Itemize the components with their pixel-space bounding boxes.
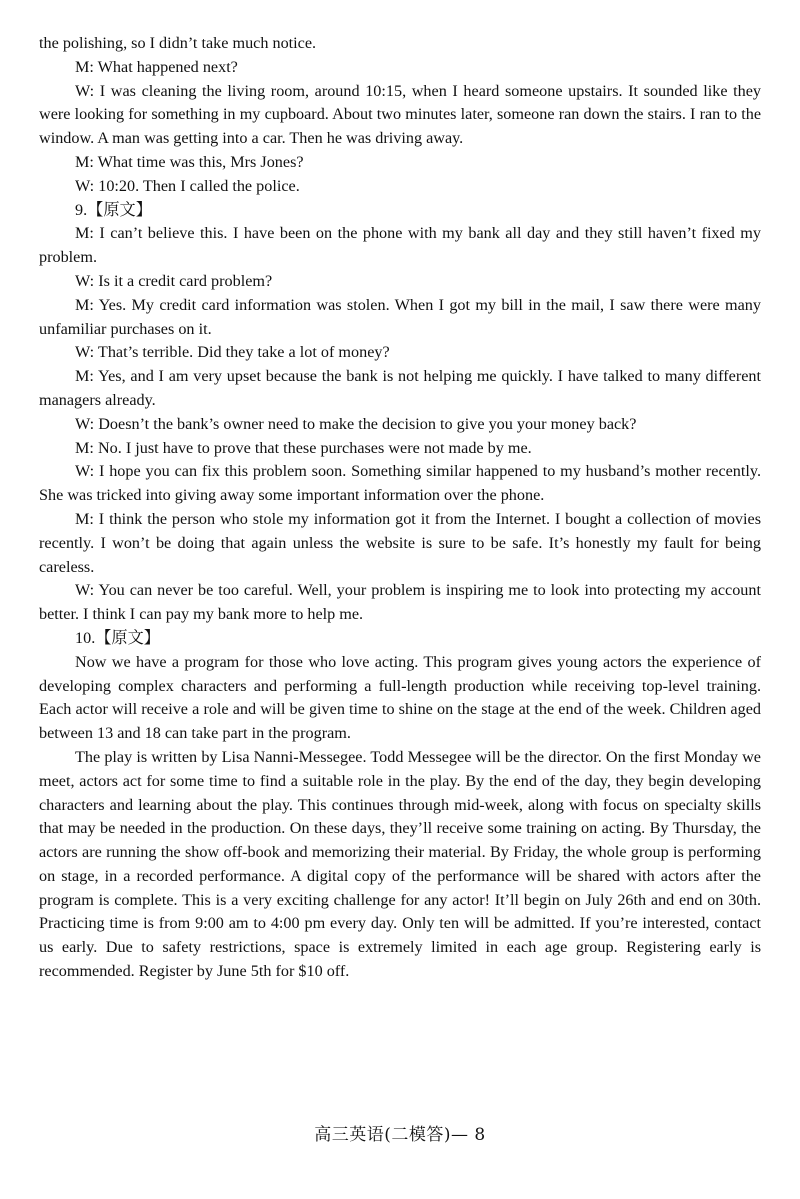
dialogue-line: W: 10:20. Then I called the police. — [75, 176, 300, 195]
section-heading-9: 9.【原文】 — [75, 200, 152, 219]
dialogue-line: W: That’s terrible. Did they take a lot of money? — [75, 343, 390, 362]
dialogue-line: M: Yes, and I am very upset because the bank is not helping me quickly. I have talked to many different managers already. — [39, 367, 761, 409]
dialogue-line: M: No. I just have to prove that these purchases were not made by me. — [75, 438, 532, 457]
monologue-paragraph: Now we have a program for those who love acting. This program gives young actors the experience of developing complex characters and performing a full-length production while receiving top-level training. Each actor will receive a role and will be given time to shine on the stage at the end of the week. Children aged between 13 and 18 can take part in the program. — [39, 652, 761, 743]
dialogue-line: M: Yes. My credit card information was stolen. When I got my bill in the mail, I saw there were many unfamiliar purchases on it. — [39, 295, 761, 338]
dialogue-line: M: What happened next? — [75, 57, 238, 76]
paragraph-continuation: the polishing, so I didn’t take much notice. — [39, 34, 317, 52]
dialogue-line: M: What time was this, Mrs Jones? — [75, 152, 304, 171]
monologue-paragraph: The play is written by Lisa Nanni-Messegee. Todd Messegee will be the director. On the first Monday we meet, actors act for some time to find a suitable role in the play. By the end of the day, they begin developing characters and learning about the play. This continues through mid-week, along with focus on specialty skills that may be needed in the production. On these days, they’ll receive some training on acting. By Thursday, the actors are running the show off-book and memorizing their material. By Friday, the whole group is performing on stage, in a recorded performance. A digital copy of the performance will be shared with actors after the program is complete. This is a very exciting challenge for any actor! It’ll begin on July 26th and end on 30th. Practicing time is from 9:00 am to 4:00 pm every day. Only ten will be admitted. If you’re interested, contact us early. Due to safety restrictions, space is extremely limited in each age group. Registering early is recommended. Register by June 5th for $10 off. — [39, 747, 761, 981]
dialogue-line: W: Doesn’t the bank’s owner need to make the decision to give you your money back? — [75, 414, 637, 433]
dialogue-line: W: I was cleaning the living room, around 10:15, when I heard someone upstairs. It sounded like they were looking for something in my cupboard. About two minutes later, someone ran down the stairs. I ran to the window. A man was getting into a car. Then he was driving away. — [39, 81, 761, 148]
dialogue-line: W: You can never be too careful. Well, your problem is inspiring me to look into protecting my account better. I think I can pay my bank more to help me. — [39, 581, 761, 624]
page-body — [39, 32, 761, 984]
dialogue-line: W: Is it a credit card problem? — [75, 271, 273, 290]
dialogue-line: W: I hope you can fix this problem soon. Something similar happened to my husband’s mother recently. She was tricked into giving away some important information over the phone. — [39, 462, 761, 505]
section-heading-10: 10.【原文】 — [75, 628, 160, 647]
dialogue-line: M: I think the person who stole my information got it from the Internet. I bought a collection of movies recently. I won’t be doing that again unless the website is sure to be safe. It’s honestly my fault for being careless. — [39, 509, 761, 576]
page-footer: 高三英语(二模答)— 8 — [314, 1125, 486, 1145]
dialogue-line: M: I can’t believe this. I have been on the phone with my bank all day and they still haven’t fixed my problem. — [39, 224, 761, 267]
